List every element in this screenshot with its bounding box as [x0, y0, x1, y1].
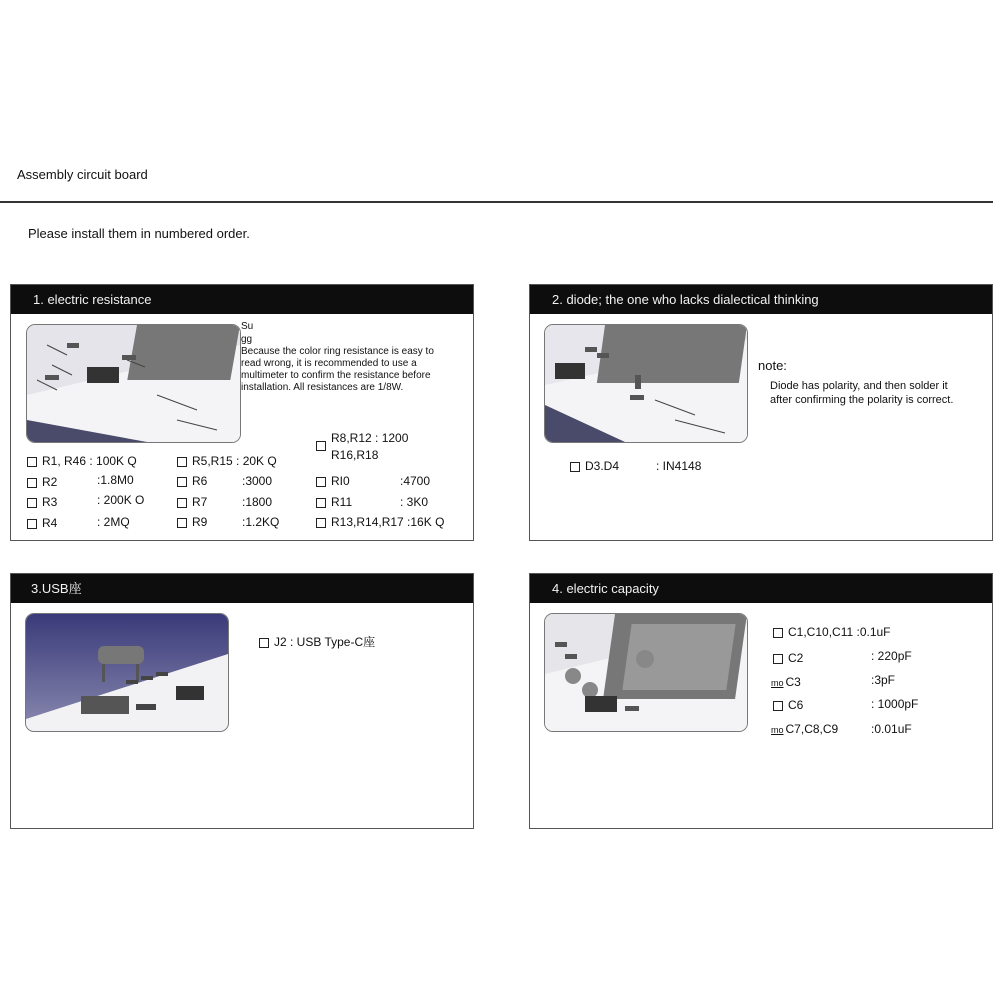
item-label: R4 — [42, 516, 58, 530]
usb-panel — [10, 573, 474, 829]
checkbox[interactable] — [773, 701, 783, 711]
checkbox[interactable] — [316, 477, 326, 487]
resistor-item-r5[interactable] — [177, 454, 277, 468]
checkbox[interactable] — [27, 519, 37, 529]
intro-text: Please install them in numbered order. — [28, 226, 250, 241]
resistor-item-r4[interactable] — [27, 516, 57, 530]
item-label: R9 — [192, 515, 208, 529]
item-label: R3 — [42, 495, 58, 509]
resistance-header: 1. electric resistance — [11, 285, 473, 314]
resistor-value-r4: : 2MQ — [97, 515, 130, 529]
resistance-note-body-3: multimeter to confirm the resistance before — [241, 370, 431, 381]
resistance-note-body-2: read wrong, it is recommended to use a — [241, 358, 417, 369]
usb-header: 3.USB座 — [11, 574, 473, 603]
checkbox[interactable] — [27, 457, 37, 467]
item-label: C2 — [788, 651, 804, 665]
resistor-value-r9: :1.2KQ — [242, 515, 280, 529]
item-label: R6 — [192, 474, 208, 488]
item-label: R13,R14,R17 :16K Q — [331, 515, 445, 529]
checkbox[interactable] — [773, 628, 783, 638]
resistor-board-image — [26, 324, 241, 443]
usb-board-image — [25, 613, 229, 732]
resistor-item-r3[interactable] — [27, 495, 57, 509]
checkbox[interactable] — [177, 477, 187, 487]
resistor-item-r11[interactable] — [316, 495, 352, 509]
item-label: R2 — [42, 475, 58, 489]
page-title: Assembly circuit board — [17, 167, 148, 182]
resistor-item-r7[interactable] — [177, 495, 207, 509]
title-divider — [0, 201, 993, 203]
polarity-mark: mo — [771, 725, 784, 735]
item-label: C3 — [785, 675, 801, 689]
resistor-item-r2[interactable] — [27, 475, 57, 489]
resistor-item-r9[interactable] — [177, 515, 207, 529]
diode-note-body-2: after confirming the polarity is correct. — [770, 394, 954, 406]
item-label: R11 — [331, 495, 353, 509]
capacity-header: 4. electric capacity — [530, 574, 992, 603]
diode-board-image — [544, 324, 748, 443]
diode-note-title: note: — [758, 358, 787, 373]
checkbox[interactable] — [259, 638, 269, 648]
checkbox[interactable] — [177, 457, 187, 467]
resistance-note-line1: Su — [241, 321, 254, 332]
diode-item-d3-d4[interactable] — [570, 459, 619, 473]
resistor-value-r11: : 3K0 — [400, 495, 429, 509]
capacitor-item-c1[interactable] — [773, 625, 891, 639]
capacity-panel — [529, 573, 993, 829]
resistance-panel — [10, 284, 474, 541]
item-label: R5,R15 : 20K Q — [192, 454, 277, 468]
diode-item-value: : IN4148 — [656, 459, 702, 473]
diode-panel — [529, 284, 993, 541]
checkbox[interactable] — [177, 518, 187, 528]
resistor-item-r1[interactable] — [27, 454, 137, 468]
item-label: R1, R46 : 100K Q — [42, 454, 137, 468]
capacitor-item-c7[interactable] — [771, 722, 838, 737]
item-label: C6 — [788, 698, 804, 712]
item-label: C1,C10,C11 :0.1uF — [788, 625, 891, 639]
checkbox[interactable] — [316, 518, 326, 528]
capacitor-item-c2[interactable] — [773, 651, 803, 665]
polarity-mark: mo — [771, 678, 784, 688]
checkbox[interactable] — [316, 441, 326, 451]
resistor-value-r6: :3000 — [242, 474, 273, 488]
resistance-note-body-4: installation. All resistances are 1/8W. — [241, 382, 404, 393]
resistor-value-r7: :1800 — [242, 495, 273, 509]
resistor-item-r6[interactable] — [177, 474, 207, 488]
item-label: RI0 — [331, 474, 350, 488]
resistance-note-line2: gg — [241, 334, 253, 345]
capacitor-board-image — [544, 613, 748, 732]
capacitor-value-c2: : 220pF — [871, 649, 912, 663]
resistance-note-body-1: Because the color ring resistance is easy to — [241, 346, 434, 357]
checkbox[interactable] — [570, 462, 580, 472]
item-label: R8,R12 : 1200 — [331, 431, 409, 445]
item-label: J2 : USB Type-C座 — [274, 635, 376, 649]
resistor-value-r3: : 200K O — [97, 493, 145, 507]
checkbox[interactable] — [316, 498, 326, 508]
resistor-value-r8: R16,R18 — [331, 448, 379, 462]
resistor-item-r10[interactable] — [316, 474, 350, 488]
capacitor-value-c6: : 1000pF — [871, 697, 919, 711]
diode-note-body-1: Diode has polarity, and then solder it — [770, 380, 948, 392]
item-label: R7 — [192, 495, 208, 509]
resistor-value-r10: :4700 — [400, 474, 431, 488]
checkbox[interactable] — [177, 498, 187, 508]
capacitor-item-c3[interactable] — [771, 675, 801, 690]
usb-item-j2[interactable] — [259, 635, 375, 649]
resistor-item-r13[interactable] — [316, 515, 444, 529]
capacitor-value-c3: :3pF — [871, 673, 896, 687]
checkbox[interactable] — [773, 654, 783, 664]
diode-header: 2. diode; the one who lacks dialectical thinking — [530, 285, 992, 314]
checkbox[interactable] — [27, 478, 37, 488]
capacitor-item-c6[interactable] — [773, 698, 803, 712]
item-label: D3.D4 — [585, 459, 620, 473]
resistor-value-r2: :1.8M0 — [97, 473, 134, 487]
checkbox[interactable] — [27, 498, 37, 508]
capacitor-value-c7: :0.01uF — [871, 722, 912, 736]
item-label: C7,C8,C9 — [785, 722, 839, 736]
